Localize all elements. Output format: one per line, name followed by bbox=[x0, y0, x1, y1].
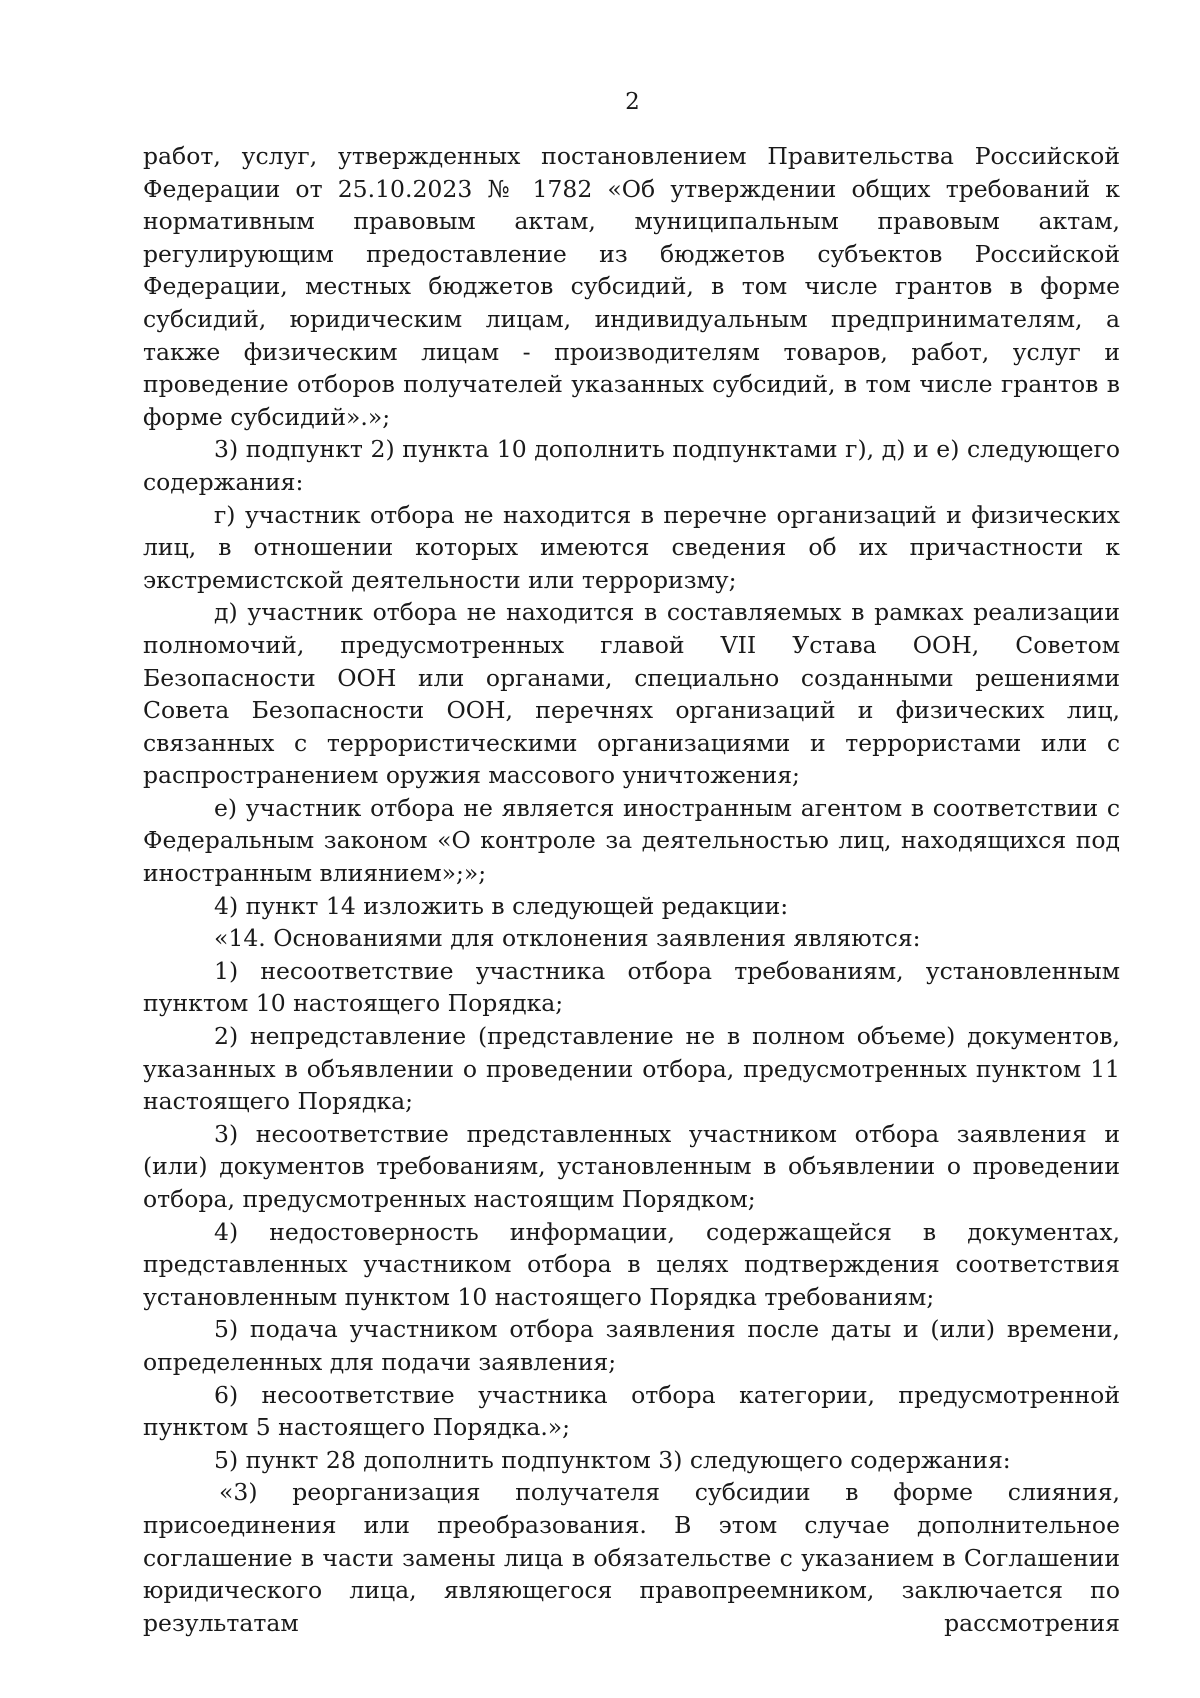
paragraph-ground-6: 6) несоответствие участника отбора категории, предусмотренной пунктом 5 настоящего Порядка.»; bbox=[143, 1380, 1120, 1442]
paragraph-subitem-e: е) участник отбора не является иностранным агентом в соответствии с Федеральным законом «О контроле за деятельностью лиц, находящихся под иностранным влиянием»;»; bbox=[143, 793, 1120, 888]
paragraph-item-3: 3) подпункт 2) пункта 10 дополнить подпунктами г), д) и е) следующего содержания: bbox=[143, 435, 1120, 496]
paragraph-ground-4: 4) недостоверность информации, содержащейся в документах, представленных участником отбора в целях подтверждения соответствия установленным пунктом 10 настоящего Порядка требованиям; bbox=[143, 1217, 1120, 1311]
paragraph-ground-1: 1) несоответствие участника отбора требованиям, установленным пунктом 10 настоящего Порядка; bbox=[143, 956, 1120, 1018]
paragraph-ground-3: 3) несоответствие представленных участником отбора заявления и (или) документов требованиям, установленным в объявлении о проведении отбора, предусмотренных настоящим Порядком; bbox=[143, 1119, 1120, 1213]
paragraph-continuation: работ, услуг, утвержденных постановлением Правительства Российской Федерации от 25.10.2023 № 1782 «Об утверждении общих требований к нормативным правовым актам, муниципальным правовым актам, регулирующим предоставление из бюджетов субъектов Российской Федерации, местных бюджетов субсидий, в том числе грантов в форме субсидий, юридическим лицам, индивидуальным предпринимателям, а также физическим лицам - производителям товаров, работ, услуг и проведение отборов получателей указанных субсидий, в том числе грантов в форме субсидий».»; bbox=[143, 142, 1120, 431]
page-number: 2 bbox=[625, 89, 640, 115]
paragraph-clause-14: «14. Основаниями для отклонения заявления являются: bbox=[214, 924, 921, 953]
paragraph-item-5: 5) пункт 28 дополнить подпунктом 3) следующего содержания: bbox=[214, 1445, 1011, 1474]
paragraph-ground-2: 2) непредставление (представление не в полном объеме) документов, указанных в объявлении о проведении отбора, предусмотренных пунктом 11 настоящего Порядка; bbox=[143, 1022, 1120, 1116]
paragraph-subitem-d: д) участник отбора не находится в составляемых в рамках реализации полномочий, предусмотренных главой VII Устава ООН, Советом Безопасности ООН или органами, специально созданными решениями Совета Безопасности ООН, перечнях организаций и физических лиц, связанных с террористическими организациями и террористами или с распространением оружия массового уничтожения; bbox=[143, 598, 1120, 790]
paragraph-subitem-g: г) участник отбора не находится в перечне организаций и физических лиц, в отношении которых имеются сведения об их причастности к экстремистской деятельности или терроризму; bbox=[143, 500, 1120, 594]
document-body bbox=[143, 140, 1120, 1639]
paragraph-ground-5: 5) подача участником отбора заявления после даты и (или) времени, определенных для подачи заявления; bbox=[143, 1315, 1120, 1376]
paragraph-subitem-3: «3) реорганизация получателя субсидии в форме слияния, присоединения или преобразования. В этом случае дополнительное соглашение в части замены лица в обязательстве с указанием в Соглашении юридического лица, являющегося правопреемником, заключается по результатам рассмотрения bbox=[143, 1478, 1120, 1637]
paragraph-item-4: 4) пункт 14 изложить в следующей редакции: bbox=[214, 891, 789, 920]
